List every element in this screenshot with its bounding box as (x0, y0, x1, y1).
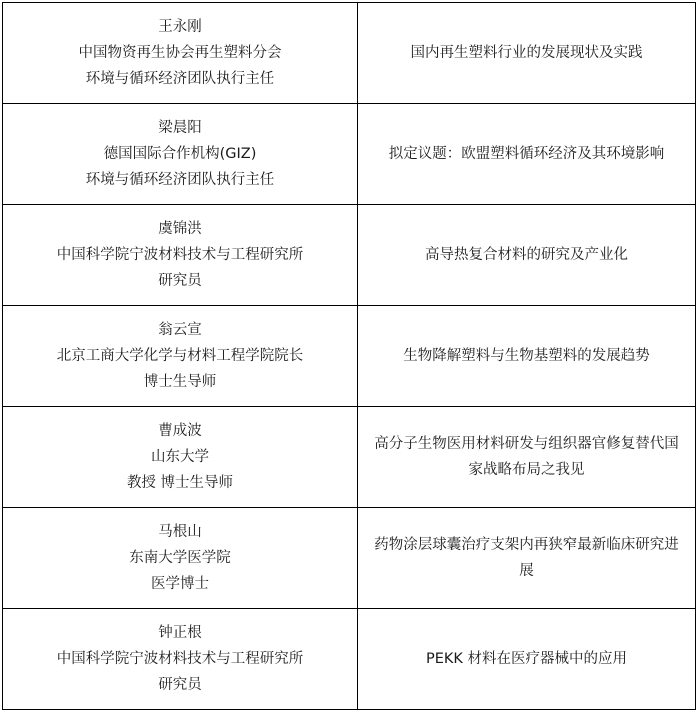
speaker-affiliation: 中国科学院宁波材料技术与工程研究所 (56, 651, 304, 667)
speaker-schedule-table (2, 2, 696, 710)
topic-cell: 国内再生塑料行业的发展现状及实践 (358, 3, 696, 104)
speaker-title: 研究员 (158, 273, 202, 289)
speaker-affiliation: 北京工商大学化学与材料工程学院院长 (56, 348, 304, 364)
table-row (3, 205, 696, 306)
speaker-name: 虞锦洪 (158, 221, 202, 237)
speaker-cell (3, 508, 358, 609)
speaker-title: 环境与循环经济团队执行主任 (85, 71, 275, 87)
table-row (3, 3, 696, 104)
table-row (3, 508, 696, 609)
speaker-affiliation: 山东大学 (151, 449, 209, 465)
topic-cell: PEKK 材料在医疗器械中的应用 (358, 609, 696, 710)
speaker-title: 研究员 (158, 677, 202, 693)
speaker-affiliation: 德国国际合作机构(GIZ) (103, 146, 257, 162)
topic-cell: 药物涂层球囊治疗支架内再狭窄最新临床研究进展 (358, 508, 696, 609)
topic-cell: 高分子生物医用材料研发与组织器官修复替代国家战略布局之我见 (358, 407, 696, 508)
table-row (3, 407, 696, 508)
speaker-title: 环境与循环经济团队执行主任 (85, 172, 275, 188)
speaker-title: 医学博士 (151, 576, 209, 592)
speaker-name: 王永刚 (158, 19, 202, 35)
speaker-affiliation: 中国物资再生协会再生塑料分会 (78, 45, 282, 61)
speaker-cell (3, 407, 358, 508)
speaker-name: 曹成波 (158, 423, 202, 439)
speaker-cell (3, 3, 358, 104)
speaker-cell (3, 205, 358, 306)
speaker-cell (3, 104, 358, 205)
speaker-name: 梁晨阳 (158, 120, 202, 136)
topic-cell: 生物降解塑料与生物基塑料的发展趋势 (358, 306, 696, 407)
speaker-affiliation: 中国科学院宁波材料技术与工程研究所 (56, 247, 304, 263)
speaker-affiliation: 东南大学医学院 (129, 550, 231, 566)
speaker-name: 钟正根 (158, 625, 202, 641)
topic-cell: 拟定议题：欧盟塑料循环经济及其环境影响 (358, 104, 696, 205)
table-row (3, 609, 696, 710)
topic-cell: 高导热复合材料的研究及产业化 (358, 205, 696, 306)
table-row (3, 104, 696, 205)
speaker-title: 教授 博士生导师 (126, 475, 234, 491)
speaker-name: 翁云宣 (158, 322, 202, 338)
speaker-title: 博士生导师 (143, 374, 217, 390)
speaker-cell (3, 609, 358, 710)
speaker-cell (3, 306, 358, 407)
speaker-name: 马根山 (158, 524, 202, 540)
table-row (3, 306, 696, 407)
